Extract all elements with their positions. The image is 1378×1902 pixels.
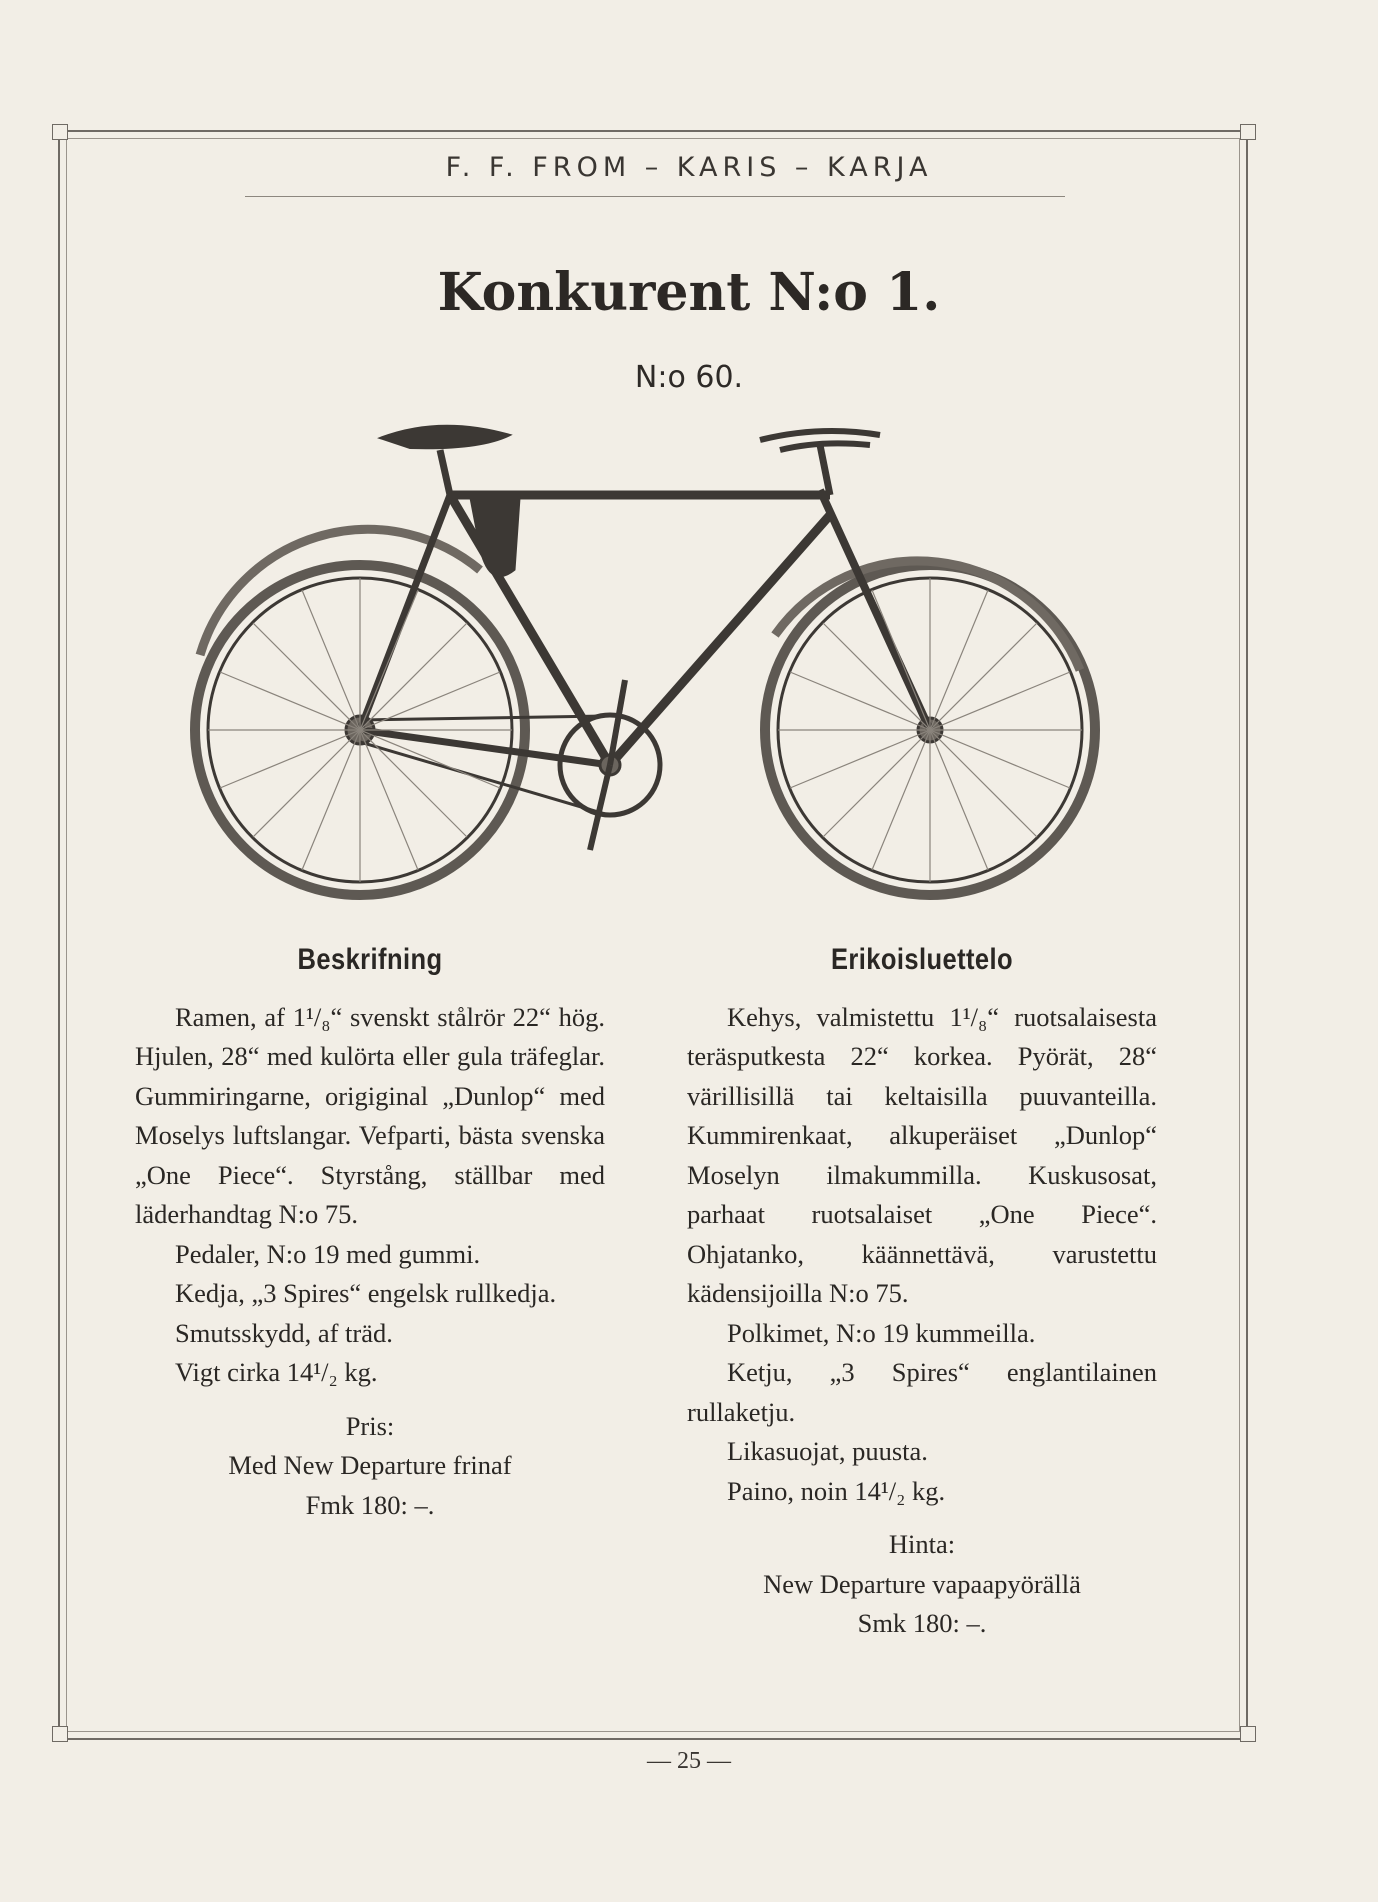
spec-line: Smutsskydd, af träd. (175, 1317, 393, 1348)
section-heading: Erikoisluettelo (830, 943, 1014, 976)
description-paragraph: Polkimet, N:o 19 kummeilla. (727, 1317, 1036, 1348)
page-number: — 25 — (647, 1748, 731, 1774)
price-description: Med New Departure frinaf (228, 1450, 512, 1480)
description-paragraph: Ramen, af 1¹/₈“ svenskt stålrör 22“ hög. Hjulen, 28“ med kulörta eller gula träfeglar. Gummiringarne, origiginal „Dunlop“ med Moselys luftslangar. Vefparti, bästa svenska „One Piece“. Styrstång, ställbar med läderhandtag N:o 75. (135, 1001, 605, 1229)
border-corner (52, 1726, 68, 1742)
description-paragraph: Ketju, „3 Spires“ englantilainen rullaketju. (687, 1357, 1157, 1427)
border-corner (1240, 1726, 1256, 1742)
description-paragraph: Kehys, valmistettu 1¹/₈“ ruotsalaisesta teräsputkesta 22“ korkea. Pyörät, 28“ värillisillä tai keltaisilla puuvanteilla. Kummirenkaat, alkuperäiset „Dunlop“ Moselyn ilmakummilla. Kuskusosat, parhaat ruotsalaiset „One Piece“. Ohjatanko, käännettävä, varustettu kädensijoilla N:o 75. (687, 1001, 1157, 1308)
description-finnish (687, 940, 1157, 1644)
spec-line: Paino, noin 14¹/₂ kg. (727, 1475, 946, 1506)
description-swedish (135, 940, 605, 1525)
spec-line: Likasuojat, puusta. (727, 1436, 928, 1466)
page-header: F. F. FROM – KARIS – KARJA (445, 152, 933, 183)
price-description: New Departure vapaapyörällä (763, 1568, 1081, 1599)
page-title: Konkurent N:o 1. (437, 262, 941, 323)
bicycle-illustration (180, 420, 1110, 915)
price-value: Smk 180: –. (857, 1608, 987, 1638)
border-corner (1240, 124, 1256, 140)
price-label: Pris: (345, 1410, 395, 1441)
border-corner (52, 124, 68, 140)
spec-line: Vigt cirka 14¹/₂ kg. (175, 1357, 378, 1387)
spec-line: Pedaler, N:o 19 med gummi. (175, 1238, 481, 1269)
section-heading: Beskrifning (297, 943, 443, 976)
model-number: N:o 60. (634, 360, 744, 395)
header-rule (245, 196, 1065, 197)
price-value: Fmk 180: –. (305, 1489, 435, 1520)
price-label: Hinta: (888, 1529, 956, 1559)
spec-line: Kedja, „3 Spires“ engelsk rullkedja. (175, 1278, 557, 1308)
